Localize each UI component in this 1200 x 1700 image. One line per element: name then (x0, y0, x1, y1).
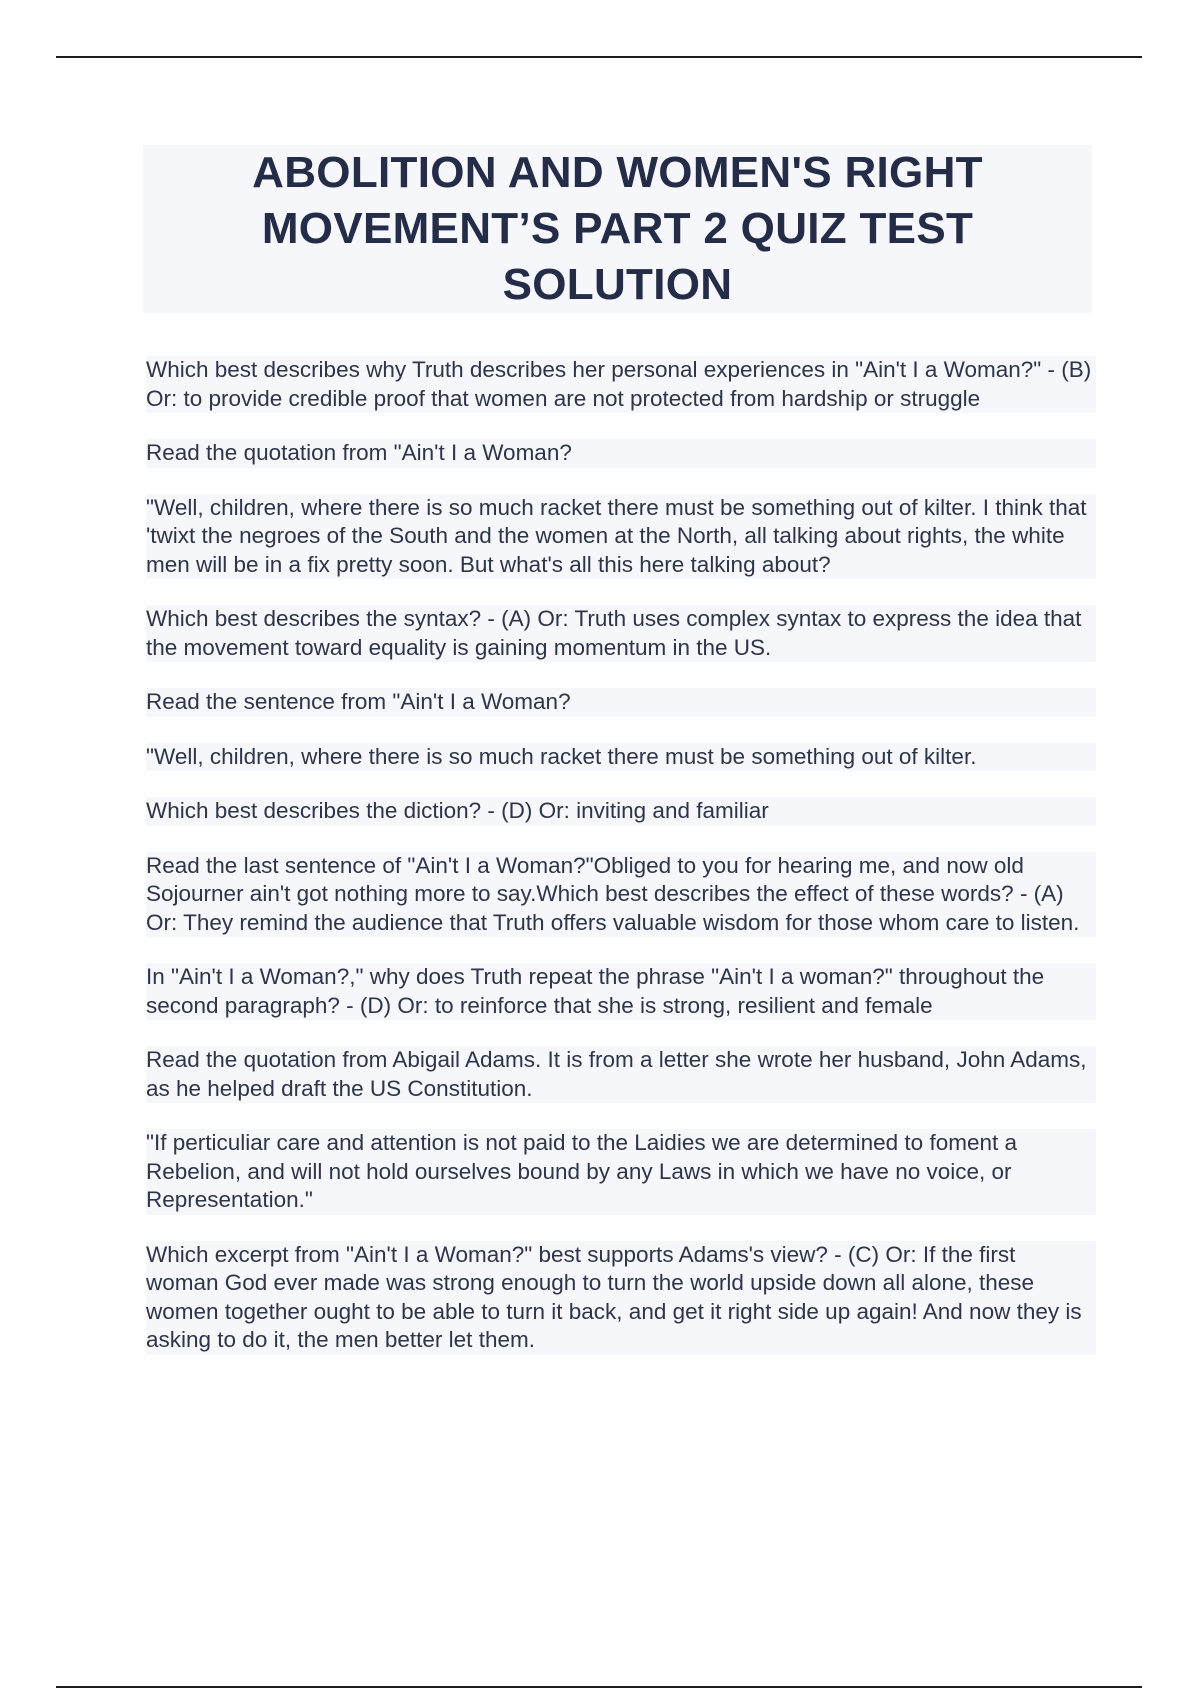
paragraph-quotation-2: "Well, children, where there is so much racket there must be something out of kilter. (146, 743, 1096, 772)
paragraph-q4-last-sentence: Read the last sentence of "Ain't I a Woman?"Obliged to you for hearing me, and now old Sojourner ain't got nothing more to say.Which best describes the effect of these words? - (A) Or: They remind the audience that Truth offers valuable wisdom for those whom care to listen. (146, 852, 1096, 938)
document-title: ABOLITION AND WOMEN'S RIGHT MOVEMENT’S PART 2 QUIZ TEST SOLUTION (252, 148, 983, 309)
paragraph-q2-syntax: Which best describes the syntax? - (A) Or: Truth uses complex syntax to express the idea that the movement toward equality is gaining momentum in the US. (146, 605, 1096, 662)
title-banner (143, 145, 1092, 313)
paragraph-quotation-1: "Well, children, where there is so much racket there must be something out of kilter. I think that 'twixt the negroes of the South and the women at the North, all talking about rights, the white men will be in a fix pretty soon. But what's all this here talking about? (146, 494, 1096, 580)
paragraph-adams-quotation: "If perticuliar care and attention is not paid to the Laidies we are determined to foment a Rebelion, and will not hold ourselves bound by any Laws in which we have no voice, or Representation." (146, 1129, 1096, 1215)
document-body (146, 356, 1096, 1381)
paragraph-q6-excerpt: Which excerpt from "Ain't I a Woman?" best supports Adams's view? - (C) Or: If the first woman God ever made was strong enough to turn the world upside down all alone, these women together ought to be able to turn it back, and get it right side up again! And now they is asking to do it, the men better let them. (146, 1241, 1096, 1355)
paragraph-read-adams: Read the quotation from Abigail Adams. It is from a letter she wrote her husband, John Adams, as he helped draft the US Constitution. (146, 1046, 1096, 1103)
paragraph-read-quotation-1: Read the quotation from "Ain't I a Woman? (146, 439, 1096, 468)
top-rule (56, 56, 1142, 58)
paragraph-q1: Which best describes why Truth describes her personal experiences in "Ain't I a Woman?" - (B) Or: to provide credible proof that women are not protected from hardship or struggle (146, 356, 1096, 413)
paragraph-q5-repeat: In "Ain't I a Woman?," why does Truth repeat the phrase "Ain't I a woman?" throughout the second paragraph? - (D) Or: to reinforce that she is strong, resilient and female (146, 963, 1096, 1020)
paragraph-read-sentence: Read the sentence from "Ain't I a Woman? (146, 688, 1096, 717)
paragraph-q3-diction: Which best describes the diction? - (D) Or: inviting and familiar (146, 797, 1096, 826)
bottom-rule (56, 1686, 1142, 1688)
